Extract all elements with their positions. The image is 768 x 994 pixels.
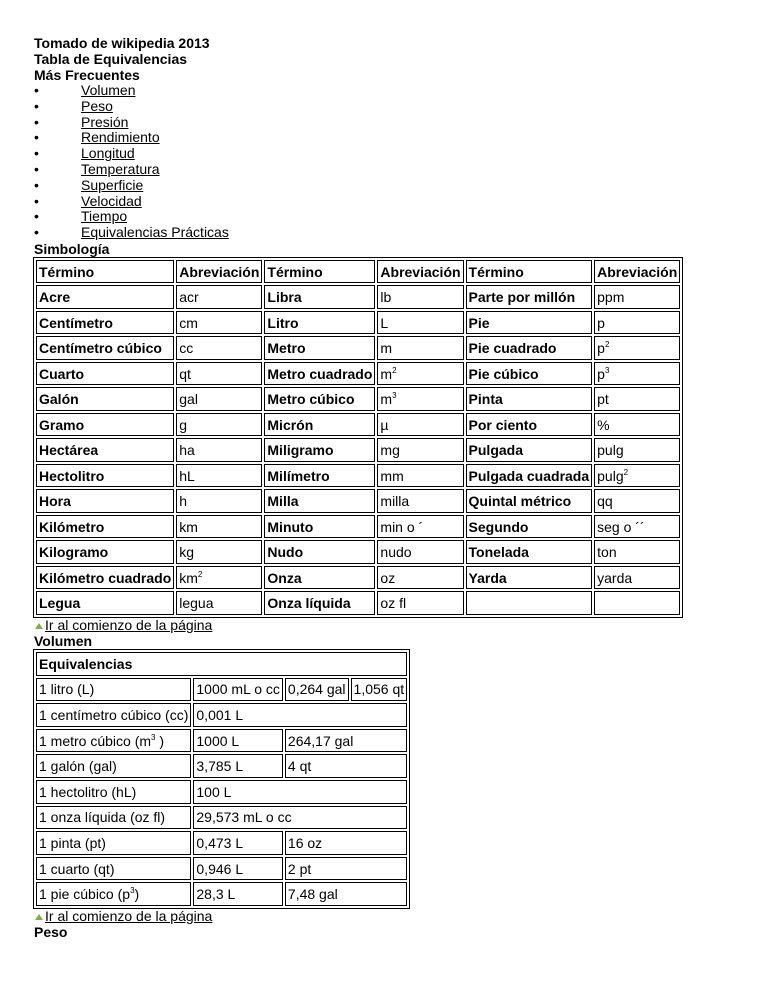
- cell-text: milla: [380, 493, 410, 510]
- abbreviation-cell: [594, 489, 680, 513]
- abbreviation-cell: [176, 515, 262, 539]
- abbreviation-cell: [377, 438, 463, 462]
- cell-text: Centímetro cúbico: [39, 340, 162, 357]
- cell-text: 7,48 gal: [287, 886, 338, 903]
- cell-text: Pie: [468, 314, 490, 331]
- bullet-icon: •: [34, 82, 39, 98]
- toc-item: [34, 146, 734, 162]
- equivalence-cell: [285, 857, 407, 881]
- abbreviation-cell: [176, 489, 262, 513]
- term-cell: [466, 311, 593, 335]
- back-to-top: [34, 618, 734, 633]
- unit-cell: [36, 729, 191, 753]
- cell-text: legua: [179, 595, 214, 612]
- equivalence-cell: [193, 703, 407, 727]
- equivalence-cell: [193, 857, 283, 881]
- cell-text: Pie cuadrado: [468, 340, 557, 357]
- cell-text: Hectolitro: [39, 467, 105, 484]
- unit-cell: [36, 780, 191, 804]
- equivalence-cell: [193, 678, 283, 702]
- column-header: Término: [36, 260, 174, 284]
- cell-text: p: [597, 340, 605, 357]
- bullet-icon: •: [34, 129, 39, 146]
- term-cell: [466, 515, 593, 539]
- document-title: Tabla de Equivalencias: [34, 51, 188, 67]
- abbreviation-cell: [594, 540, 680, 564]
- column-header: Abreviación: [176, 260, 262, 284]
- term-cell: [466, 591, 593, 615]
- table-row: [36, 780, 407, 804]
- superscript: 3: [392, 391, 397, 401]
- unit-cell: [36, 882, 191, 906]
- term-cell: [466, 362, 593, 386]
- term-cell: [264, 387, 375, 411]
- toc-item: [34, 115, 734, 131]
- cell-text: Pulgada cuadrada: [468, 467, 590, 484]
- cell-text: Centímetro: [39, 314, 113, 331]
- cell-text: 1 litro (L): [39, 681, 95, 698]
- cell-text: Onza líquida: [267, 595, 351, 612]
- cell-text: Kilómetro: [39, 518, 105, 535]
- table-row: [36, 515, 680, 539]
- cell-text: Hectárea: [39, 442, 99, 459]
- cell-text: cm: [179, 314, 198, 331]
- abbreviation-cell: [594, 566, 680, 590]
- term-cell: [466, 285, 593, 309]
- abbreviation-cell: [377, 489, 463, 513]
- term-cell: [466, 438, 593, 462]
- cell-text: Por ciento: [468, 416, 538, 433]
- table-row: [36, 566, 680, 590]
- cell-text: pulg: [597, 442, 624, 459]
- bullet-icon: •: [34, 176, 39, 193]
- term-cell: [36, 591, 174, 615]
- term-cell: [466, 489, 593, 513]
- term-cell: [36, 285, 174, 309]
- toc-link[interactable]: Longitud: [81, 145, 135, 162]
- cell-text: 1 galón (gal): [39, 758, 117, 775]
- superscript: 3: [604, 365, 610, 375]
- term-cell: [264, 489, 375, 513]
- bullet-icon: •: [34, 145, 39, 162]
- toc-item: [34, 83, 734, 99]
- cell-text: ppm: [597, 289, 625, 306]
- cell-text: 0,473 L: [196, 834, 244, 851]
- abbreviation-cell: [377, 336, 463, 360]
- cell-text: Pie cúbico: [468, 365, 539, 382]
- cell-text: Legua: [39, 595, 81, 612]
- cell-text: yarda: [597, 569, 633, 586]
- cell-text: 0,001 L: [196, 706, 244, 723]
- cell-text: oz: [380, 569, 396, 586]
- cell-text: Minuto: [267, 518, 314, 535]
- bullet-icon: •: [34, 113, 39, 130]
- volume-table: [33, 649, 410, 909]
- abbreviation-cell: [594, 336, 680, 360]
- cell-text: Metro cuadrado: [267, 365, 373, 382]
- term-cell: [466, 336, 593, 360]
- toc-link[interactable]: Temperatura: [81, 160, 160, 177]
- cell-text: Kilogramo: [39, 544, 109, 561]
- abbreviation-cell: [377, 387, 463, 411]
- superscript: 3: [130, 886, 135, 896]
- term-cell: [36, 362, 174, 386]
- abbreviation-cell: [176, 311, 262, 335]
- equivalence-cell: [285, 754, 407, 778]
- term-cell: [264, 362, 375, 386]
- cell-text: Litro: [267, 314, 299, 331]
- term-cell: [264, 540, 375, 564]
- bullet-icon: •: [34, 224, 39, 241]
- cell-text: 16 oz: [287, 834, 323, 851]
- toc-item: [34, 162, 734, 178]
- cell-text: gal: [179, 391, 198, 408]
- abbreviation-cell: [176, 566, 262, 590]
- table-row: [36, 678, 407, 702]
- cell-text: m: [380, 391, 393, 408]
- cell-text: 100 L: [196, 783, 232, 800]
- column-header: Abreviación: [377, 260, 463, 284]
- symbology-table: [33, 257, 683, 618]
- column-header: Término: [264, 260, 375, 284]
- abbreviation-cell: [594, 285, 680, 309]
- term-cell: [36, 336, 174, 360]
- cell-text: µ: [380, 416, 389, 433]
- cell-text: Milla: [267, 493, 299, 510]
- abbreviation-cell: [176, 464, 262, 488]
- toc-link[interactable]: Equivalencias Prácticas: [81, 224, 229, 241]
- table-row: [36, 806, 407, 830]
- cell-text: min o ´: [380, 518, 424, 535]
- cell-text: 1 metro cúbico (m: [39, 732, 152, 749]
- cell-text: cc: [179, 340, 194, 357]
- equivalence-cell: [285, 882, 407, 906]
- bullet-icon: •: [34, 97, 39, 114]
- toc-item: [34, 99, 734, 115]
- equivalence-cell: [193, 882, 283, 906]
- cell-text: p: [597, 365, 605, 382]
- table-row: [36, 438, 680, 462]
- term-cell: [264, 591, 375, 615]
- unit-cell: [36, 857, 191, 881]
- bullet-icon: •: [34, 208, 39, 225]
- cell-text: Gramo: [39, 416, 85, 433]
- cell-text: seg o ´´: [597, 518, 645, 535]
- equivalence-cell: [351, 678, 408, 702]
- back-to-top-link[interactable]: Ir al comienzo de la página: [45, 616, 213, 633]
- equivalence-cell: [193, 780, 407, 804]
- cell-text: h: [179, 493, 188, 510]
- term-cell: [36, 540, 174, 564]
- section-heading-simbologia: Simbología: [34, 240, 110, 257]
- cell-text: 0,946 L: [196, 860, 244, 877]
- abbreviation-cell: [377, 311, 463, 335]
- table-row: [36, 729, 407, 753]
- term-cell: [36, 566, 174, 590]
- equivalence-cell: [193, 754, 283, 778]
- cell-text: 1,056 qt: [353, 681, 405, 698]
- toc-link[interactable]: Peso: [81, 97, 113, 114]
- cell-text: Onza: [267, 569, 302, 586]
- table-row: [36, 540, 680, 564]
- cell-text: 1 hectolitro (hL): [39, 783, 137, 800]
- cell-text: 1000 L: [196, 732, 240, 749]
- cell-text: 3,785 L: [196, 758, 244, 775]
- section-heading-volumen: Volumen: [34, 632, 93, 649]
- up-arrow-icon: [35, 914, 43, 920]
- document-page: [34, 35, 734, 940]
- toc-item: [34, 225, 734, 241]
- cell-text: Pulgada: [468, 442, 524, 459]
- table-row: [36, 754, 407, 778]
- back-to-top-link[interactable]: Ir al comienzo de la página: [45, 907, 213, 924]
- term-cell: [36, 489, 174, 513]
- abbreviation-cell: [594, 438, 680, 462]
- cell-text: m: [380, 340, 393, 357]
- source-note: Tomado de wikipedia 2013: [34, 35, 210, 51]
- toc-item: [34, 178, 734, 194]
- cell-text: Quintal métrico: [468, 493, 572, 510]
- column-header: Equivalencias: [36, 652, 407, 676]
- abbreviation-cell: [176, 438, 262, 462]
- abbreviation-cell: [594, 464, 680, 488]
- column-header: Abreviación: [594, 260, 680, 284]
- table-row: [36, 882, 407, 906]
- term-cell: [36, 311, 174, 335]
- abbreviation-cell: [594, 515, 680, 539]
- term-cell: [466, 566, 593, 590]
- cell-text: m: [380, 365, 393, 382]
- cell-text: hL: [179, 467, 195, 484]
- term-cell: [36, 438, 174, 462]
- cell-text: 2 pt: [287, 860, 312, 877]
- cell-text: Hora: [39, 493, 71, 510]
- abbreviation-cell: [176, 591, 262, 615]
- abbreviation-cell: [594, 413, 680, 437]
- equivalence-cell: [285, 678, 349, 702]
- abbreviation-cell: [377, 540, 463, 564]
- cell-text: km: [179, 518, 198, 535]
- term-cell: [36, 413, 174, 437]
- table-row: [36, 387, 680, 411]
- toc-item: [34, 130, 734, 146]
- toc-link[interactable]: Velocidad: [81, 192, 142, 209]
- cell-text: Tonelada: [468, 544, 529, 561]
- equivalence-cell: [193, 806, 407, 830]
- superscript: 2: [604, 340, 610, 350]
- table-row: [36, 464, 680, 488]
- table-of-contents: [34, 83, 734, 241]
- superscript: 3: [151, 732, 156, 742]
- bullet-icon: •: [34, 160, 39, 177]
- superscript: 2: [197, 569, 203, 579]
- cell-text: qt: [179, 365, 191, 382]
- equivalence-cell: [193, 729, 283, 753]
- superscript: 2: [623, 467, 629, 477]
- abbreviation-cell: [377, 285, 463, 309]
- cell-text: Yarda: [468, 569, 507, 586]
- term-cell: [466, 464, 593, 488]
- abbreviation-cell: [594, 311, 680, 335]
- cell-text: Metro: [267, 340, 306, 357]
- section-heading-peso: Peso: [34, 923, 68, 940]
- abbreviation-cell: [176, 362, 262, 386]
- cell-text: 1 centímetro cúbico (cc): [39, 706, 189, 723]
- table-row: [36, 336, 680, 360]
- cell-text: Miligramo: [267, 442, 334, 459]
- bullet-icon: •: [34, 192, 39, 209]
- table-header-row: [36, 260, 680, 284]
- abbreviation-cell: [594, 362, 680, 386]
- table-row: [36, 489, 680, 513]
- cell-text: 1 pie cúbico (p: [39, 886, 131, 903]
- abbreviation-cell: [377, 515, 463, 539]
- column-header: Término: [466, 260, 593, 284]
- abbreviation-cell: [594, 387, 680, 411]
- abbreviation-cell: [176, 413, 262, 437]
- table-row: [36, 831, 407, 855]
- table-row: [36, 591, 680, 615]
- back-to-top: [34, 909, 734, 924]
- toc-link[interactable]: Volumen: [81, 82, 136, 98]
- table-row: [36, 703, 407, 727]
- unit-cell: [36, 678, 191, 702]
- cell-text: kg: [179, 544, 195, 561]
- cell-text: Galón: [39, 391, 79, 408]
- cell-text: Parte por millón: [468, 289, 576, 306]
- table-header-row: [36, 652, 407, 676]
- cell-text: Micrón: [267, 416, 314, 433]
- cell-text: 1 pinta (pt): [39, 834, 106, 851]
- cell-text: g: [179, 416, 188, 433]
- term-cell: [264, 285, 375, 309]
- abbreviation-cell: [594, 591, 680, 615]
- cell-text: oz fl: [380, 595, 407, 612]
- up-arrow-icon: [35, 623, 43, 629]
- cell-text: mm: [380, 467, 404, 484]
- abbreviation-cell: [176, 540, 262, 564]
- equivalence-cell: [285, 831, 407, 855]
- term-cell: [466, 540, 593, 564]
- cell-text: 28,3 L: [196, 886, 236, 903]
- term-cell: [264, 438, 375, 462]
- abbreviation-cell: [176, 336, 262, 360]
- cell-text: lb: [380, 289, 392, 306]
- table-row: [36, 311, 680, 335]
- equivalence-cell: [193, 831, 283, 855]
- cell-text: Pinta: [468, 391, 503, 408]
- abbreviation-cell: [377, 464, 463, 488]
- unit-cell: [36, 831, 191, 855]
- superscript: 2: [392, 365, 397, 375]
- toc-item: [34, 194, 734, 210]
- term-cell: [466, 387, 593, 411]
- cell-text: %: [597, 416, 610, 433]
- cell-text: 264,17 gal: [287, 732, 354, 749]
- term-cell: [264, 336, 375, 360]
- toc-link[interactable]: Rendimiento: [81, 129, 160, 146]
- cell-text: ): [155, 732, 165, 749]
- cell-text: mg: [380, 442, 400, 459]
- abbreviation-cell: [377, 591, 463, 615]
- cell-text: 1 onza líquida (oz fl): [39, 809, 166, 826]
- term-cell: [36, 515, 174, 539]
- unit-cell: [36, 754, 191, 778]
- cell-text: Kilómetro cuadrado: [39, 569, 172, 586]
- cell-text: Cuarto: [39, 365, 85, 382]
- equivalence-cell: [285, 729, 407, 753]
- cell-text: pulg: [597, 467, 624, 484]
- cell-text: Nudo: [267, 544, 304, 561]
- cell-text: qq: [597, 493, 613, 510]
- unit-cell: [36, 703, 191, 727]
- cell-text: 1 cuarto (qt): [39, 860, 115, 877]
- cell-text: Metro cúbico: [267, 391, 355, 408]
- cell-text: 29,573 mL o cc: [196, 809, 292, 826]
- toc-item: [34, 209, 734, 225]
- term-cell: [264, 413, 375, 437]
- term-cell: [466, 413, 593, 437]
- cell-text: Acre: [39, 289, 71, 306]
- term-cell: [264, 566, 375, 590]
- table-row: [36, 857, 407, 881]
- term-cell: [36, 387, 174, 411]
- term-cell: [264, 515, 375, 539]
- cell-text: km: [179, 569, 198, 586]
- abbreviation-cell: [377, 413, 463, 437]
- table-row: [36, 413, 680, 437]
- table-row: [36, 285, 680, 309]
- table-row: [36, 362, 680, 386]
- cell-text: 1000 mL o cc: [196, 681, 280, 698]
- cell-text: pt: [597, 391, 609, 408]
- term-cell: [264, 464, 375, 488]
- cell-text: nudo: [380, 544, 412, 561]
- toc-link[interactable]: Superficie: [81, 176, 144, 193]
- term-cell: [264, 311, 375, 335]
- abbreviation-cell: [176, 285, 262, 309]
- section-heading-frequent: Más Frecuentes: [34, 67, 140, 83]
- unit-cell: [36, 806, 191, 830]
- abbreviation-cell: [377, 362, 463, 386]
- abbreviation-cell: [176, 387, 262, 411]
- cell-text: ton: [597, 544, 617, 561]
- abbreviation-cell: [377, 566, 463, 590]
- cell-text: ha: [179, 442, 195, 459]
- cell-text: ): [134, 886, 140, 903]
- cell-text: acr: [179, 289, 199, 306]
- toc-link[interactable]: Presión: [81, 113, 129, 130]
- cell-text: Libra: [267, 289, 302, 306]
- cell-text: p: [597, 314, 605, 331]
- term-cell: [36, 464, 174, 488]
- toc-link[interactable]: Tiempo: [81, 208, 128, 225]
- cell-text: L: [380, 314, 389, 331]
- cell-text: 0,264 gal: [287, 681, 346, 698]
- cell-text: Segundo: [468, 518, 529, 535]
- cell-text: Milímetro: [267, 467, 330, 484]
- cell-text: 4 qt: [287, 758, 312, 775]
